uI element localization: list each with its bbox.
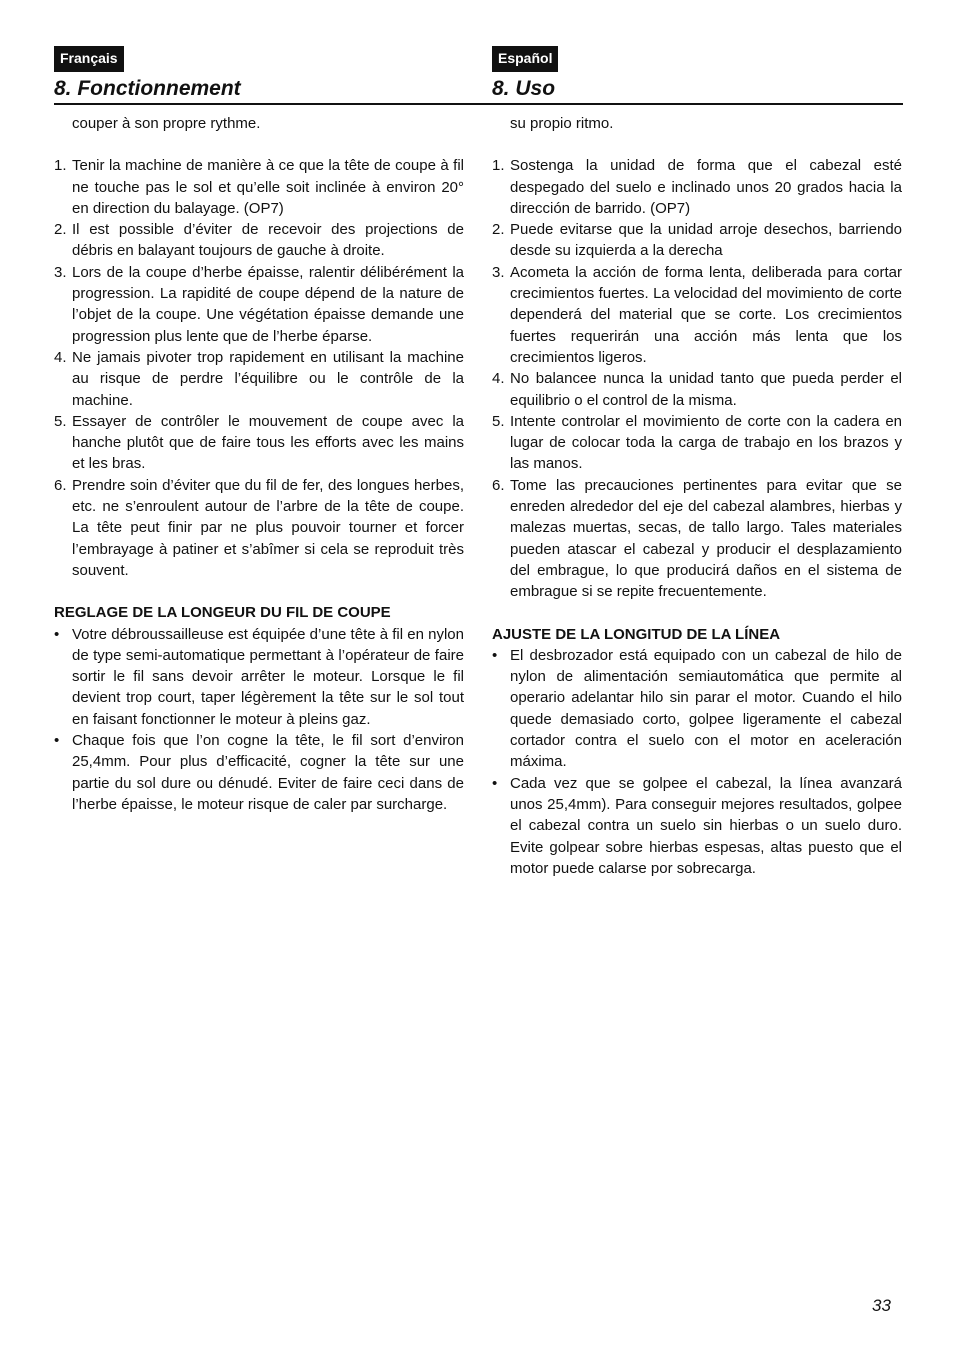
step-text: Ne jamais pivoter trop rapidement en utilisant la machine au risque de perdre l’équilibre ou le contrôle de la machine. — [72, 348, 464, 409]
list-item — [492, 219, 902, 262]
bullet-mark: • — [492, 646, 498, 664]
header-rule — [54, 103, 903, 105]
list-item — [492, 262, 902, 368]
list-item — [54, 262, 464, 347]
language-tag-spanish: Español — [492, 46, 558, 72]
bullet-text: Votre débroussailleuse est équipée d’une tête à fil en nylon de type semi-automatique permettant à l’opérateur de faire sortir le fil sans devoir arrêter le moteur. Lorsque le fil devient trop court, taper légèrement la tête sur le sol tout en faisant fonctionner le moteur à pleins gaz. — [72, 625, 464, 728]
list-item — [492, 773, 902, 879]
step-number: 1. — [492, 157, 505, 175]
page-number: 33 — [872, 1296, 891, 1315]
spacer — [492, 603, 902, 624]
step-number: 3. — [54, 263, 67, 281]
bullet-text: Chaque fois que l’on cogne la tête, le fil sort d’environ 25,4mm. Pour plus d’efficacité, cogner la tête sur une partie du sol dure ou dénudé. Eviter de faire ceci dans de l’herbe épaisse, le moteur risque de caler par surcharge. — [72, 732, 464, 813]
intro-text: couper à son propre rythme. — [72, 115, 261, 132]
step-number: 3. — [492, 263, 505, 281]
step-text: Essayer de contrôler le mouvement de coupe avec la hanche plutôt que de faire tous les efforts avec les mains et les bras. — [72, 412, 464, 473]
step-text: Intente controlar el movimiento de corte con la cadera en lugar de colocar toda la carga de trabajo en los brazos y las manos. — [510, 412, 902, 473]
list-item — [492, 475, 902, 603]
spacer — [54, 134, 464, 155]
list-item — [54, 219, 464, 262]
spanish-header — [492, 46, 902, 104]
bullet-list — [54, 624, 464, 816]
bullet-mark: • — [492, 774, 498, 792]
bullet-mark: • — [54, 625, 60, 643]
step-number: 6. — [492, 476, 505, 494]
step-number: 6. — [54, 476, 67, 494]
list-item — [492, 155, 902, 219]
step-text: Tome las precauciones pertinentes para evitar que se enreden alrededor del eje del cabezal alambres, hierbas y malezas muertas, secas, de tallo largo. Tales materiales pueden atascar el cabezal y producir el desplazamiento del embrague, lo que producirá daños en el sistema de embrague si se repite frecuentemente. — [510, 476, 902, 601]
steps-list — [492, 155, 902, 602]
list-item — [54, 411, 464, 475]
steps-list — [54, 155, 464, 581]
step-text: Tenir la machine de manière à ce que la tête de coupe à fil ne touche pas le sol et qu’elle soit inclinée à environ 20° en direction du balayage. (OP7) — [72, 157, 464, 217]
step-text: Acometa la acción de forma lenta, deliberada para cortar crecimientos fuertes. La velocidad del movimiento de corte dependerá del material que se corte. Los crecimientos fuertes requerirán una acción más lenta que los crecimientos ligeros. — [510, 263, 902, 366]
bullet-list — [492, 645, 902, 879]
french-header — [54, 46, 464, 104]
section-title-french: 8. Fonctionnement — [54, 77, 241, 100]
step-text: Puede evitarse que la unidad arroje desechos, barriendo desde su izquierda a la derecha — [510, 221, 902, 260]
list-item — [492, 645, 902, 773]
step-number: 1. — [54, 157, 67, 175]
bullet-mark: • — [54, 732, 60, 750]
step-text: No balancee nunca la unidad tanto que pueda perder el equilibrio o el control de la misma. — [510, 370, 902, 409]
section-title-spanish: 8. Uso — [492, 77, 556, 100]
spacer — [54, 581, 464, 602]
step-text: Lors de la coupe d’herbe épaisse, ralentir délibérément la progression. La rapidité de coupe dépend de la nature de l’objet de la coupe. Une végétation épaisse demande une progression plus lente que de l’herbe éparse. — [72, 263, 464, 345]
step-number: 5. — [492, 412, 505, 430]
intro-text: su propio ritmo. — [510, 115, 614, 132]
list-item — [54, 730, 464, 815]
spanish-column — [492, 113, 902, 879]
step-number: 2. — [54, 221, 67, 239]
language-tag-french: Français — [54, 46, 124, 72]
subsection-heading: AJUSTE DE LA LONGITUD DE LA LÍNEA — [492, 625, 781, 643]
list-item — [54, 475, 464, 581]
step-number: 4. — [492, 370, 505, 388]
list-item — [54, 155, 464, 219]
step-number: 2. — [492, 221, 505, 239]
spacer — [492, 134, 902, 155]
list-item — [54, 347, 464, 411]
step-text: Il est possible d’éviter de recevoir des projections de débris en balayant toujours de gauche à droite. — [72, 221, 464, 260]
list-item — [492, 411, 902, 475]
list-item — [492, 368, 902, 411]
step-number: 5. — [54, 412, 67, 430]
bullet-text: El desbrozador está equipado con un cabezal de hilo de nylon de alimentación semiautomática que permite al operario adelantar hilo sin parar el motor. Cuando el hilo quede demasiado corto, golpee ligeramente el cabezal cortador contra el suelo con el motor en aceleración máxima. — [510, 646, 902, 771]
step-text: Prendre soin d’éviter que du fil de fer, des longues herbes, etc. ne s’enroulent autour de l’arbre de la tête de coupe. La tête peut finir par ne plus pouvoir tourner et forcer l’embrayage à patiner et s’abîmer si cela se reproduit très souvent. — [72, 476, 464, 579]
bullet-text: Cada vez que se golpee el cabezal, la línea avanzará unos 25,4mm). Para conseguir mejores resultados, golpee el cabezal contra un suelo sin hierbas o un suelo duro. Evite golpear sobre hierbas espesas, altas puesto que el motor puede calarse por sobrecarga. — [510, 774, 902, 877]
step-number: 4. — [54, 348, 67, 366]
subsection-heading: REGLAGE DE LA LONGEUR DU FIL DE COUPE — [54, 604, 391, 622]
step-text: Sostenga la unidad de forma que el cabezal esté despegado del suelo e inclinado unos 20 grados hacia la dirección de barrido. (OP7) — [510, 157, 902, 217]
list-item — [54, 624, 464, 730]
french-column — [54, 113, 464, 815]
